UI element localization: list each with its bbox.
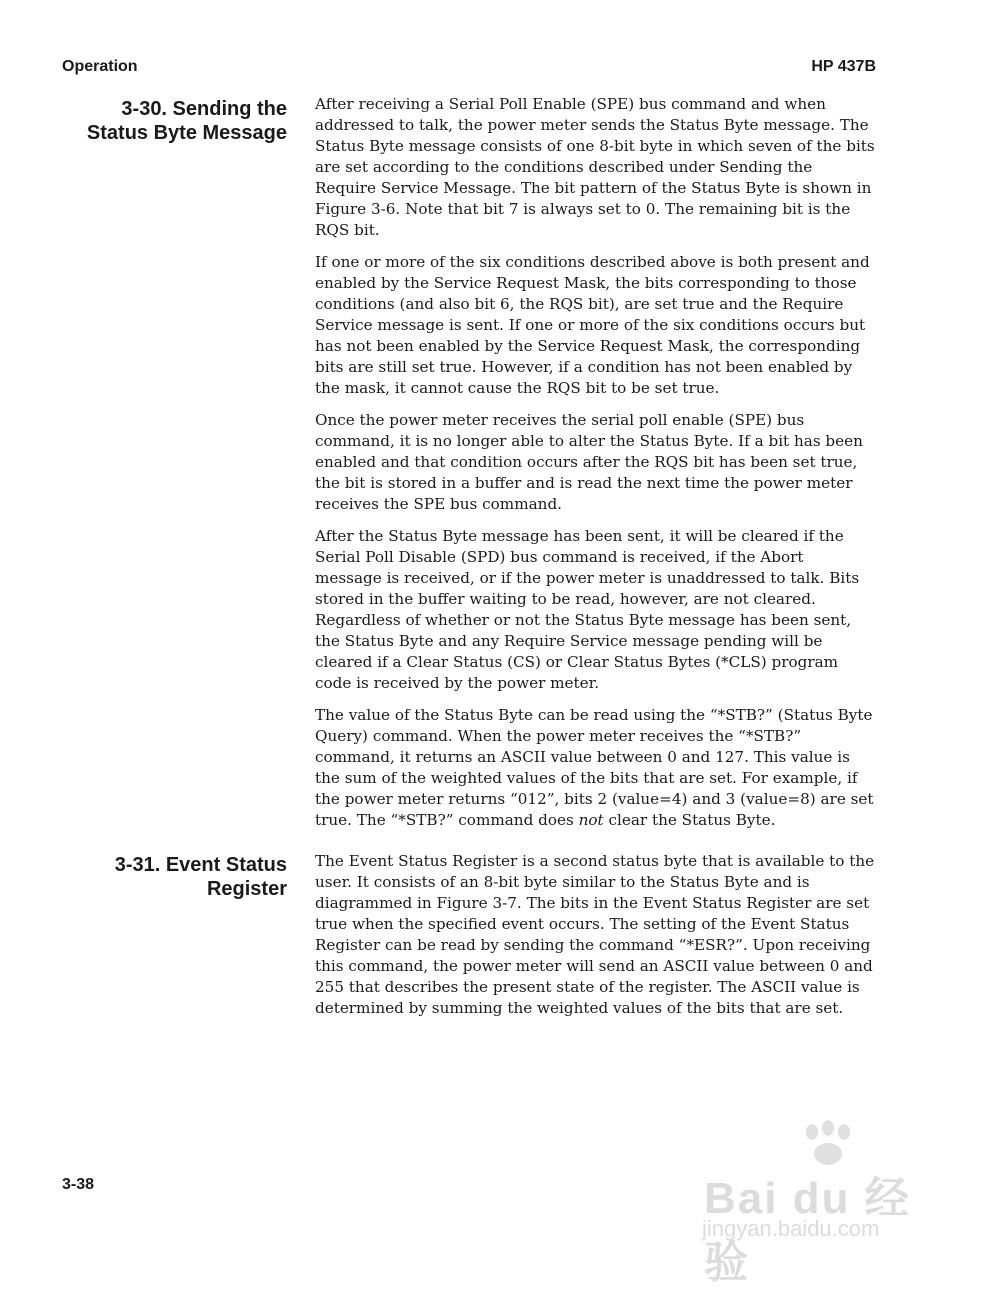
section-title-line: 3-31. Event Status [114, 854, 287, 876]
paragraph: Once the power meter receives the serial poll enable (SPE) bus command, it is no longer able to alter the Status Byte. If a bit has been enabled and that condition occurs after the RQS bit has been set true, the bit is stored in a buffer and is read the next time the power meter receives the SPE bus command. [315, 411, 863, 513]
section-title-line: Register [206, 878, 287, 900]
section-title-line: 3-30. Sending the [121, 98, 287, 120]
paw-icon [798, 1120, 858, 1168]
emphasis-text: not [578, 811, 604, 829]
section-title-3-31 [40, 853, 287, 901]
paragraph-text: clear the Status Byte. [603, 811, 776, 829]
section-body-3-30 [315, 94, 875, 842]
running-header-section: Operation [62, 58, 138, 75]
section-body-3-31 [315, 851, 875, 1030]
page-number: 3-38 [62, 1176, 95, 1193]
paragraph: After receiving a Serial Poll Enable (SPE) bus command and when addressed to talk, the power meter sends the Status Byte message. The Status Byte message consists of one 8-bit byte in which seven of the bits are set according to the conditions described under Sending the Require Service Message. The bit pattern of the Status Byte is shown in Figure 3-6. Note that bit 7 is always set to 0. The remaining bit is the RQS bit. [315, 95, 875, 239]
paragraph: After the Status Byte message has been sent, it will be cleared if the Serial Poll Disable (SPD) bus command is received, if the Abort message is received, or if the power meter is unaddressed to talk. Bits stored in the buffer waiting to be read, however, are not cleared. Regardless of whether or not the Status Byte message has been sent, the Status Byte and any Require Service message pending will be cleared if a Clear Status (CS) or Clear Status Bytes (*CLS) program code is received by the power meter. [315, 527, 860, 692]
paragraph [315, 705, 875, 831]
section-title-3-30 [40, 97, 287, 145]
paragraph: The Event Status Register is a second status byte that is available to the user. It consists of an 8-bit byte similar to the Status Byte and is diagrammed in Figure 3-7. The bits in the Event Status Register are set true when the specified event occurs. The setting of the Event Status Register can be read by sending the command “*ESR?”. Upon receiving this command, the power meter will send an ASCII value between 0 and 255 that describes the present state of the register. The ASCII value is determined by summing the weighted values of the bits that are set. [315, 852, 875, 1017]
watermark-brand: Bai du 经验 [704, 1174, 911, 1287]
watermark-url: jingyan.baidu.com [702, 1216, 880, 1241]
paragraph-text: The value of the Status Byte can be read using the “*STB?” (Status Byte Query) command. When the power meter receives the “*STB?” command, it returns an ASCII value between 0 and 127. This value is the sum of the weighted values of the bits that are set. For example, if the power meter returns “012”, bits 2 (value=4) and 3 (value=8) are set true. The “*STB?” command does [315, 706, 874, 829]
paragraph: If one or more of the six conditions described above is both present and enabled by the Service Request Mask, the bits corresponding to those conditions (and also bit 6, the RQS bit), are set true and the Require Service message is sent. If one or more of the six conditions occurs but has not been enabled by the Service Request Mask, the corresponding bits are still set true. However, if a condition has not been enabled by the mask, it cannot cause the RQS bit to be set true. [315, 253, 870, 397]
running-header-product: HP 437B [811, 58, 876, 75]
baidu-watermark [700, 1120, 950, 1287]
section-title-line: Status Byte Message [86, 122, 287, 144]
